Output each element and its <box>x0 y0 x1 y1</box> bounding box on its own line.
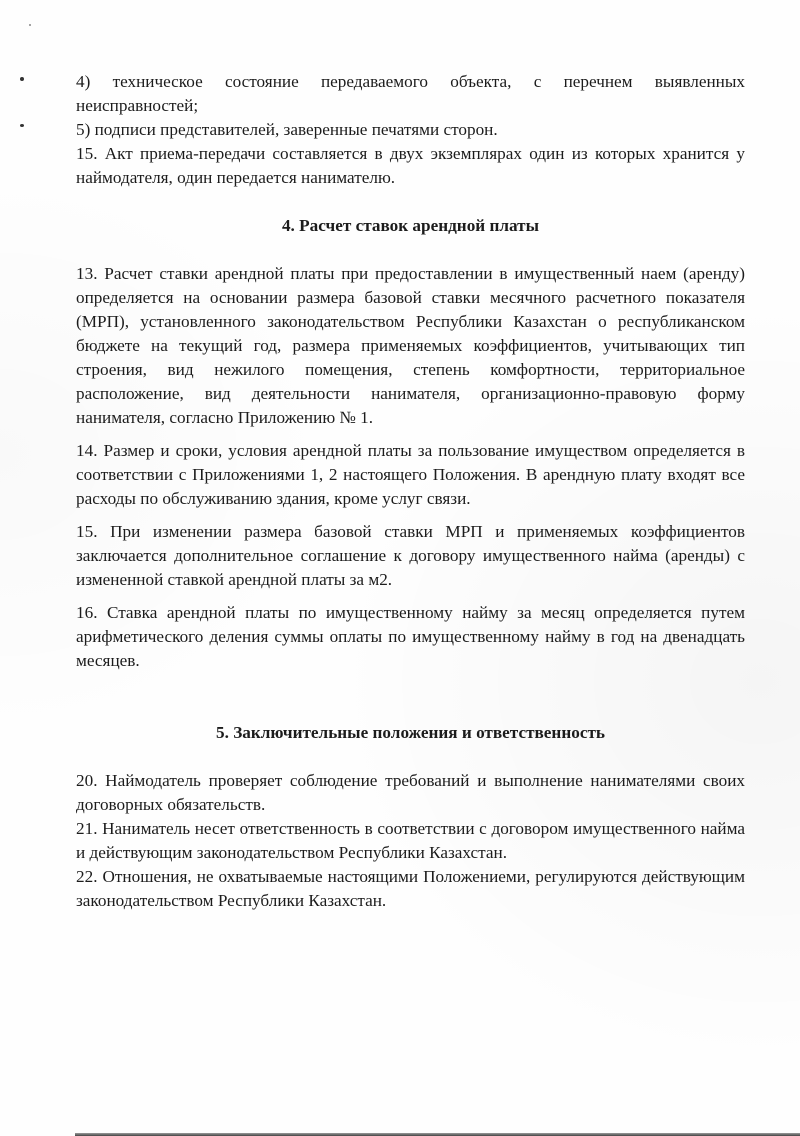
clause-21: 21. Наниматель несет ответственность в соответствии с договором имущественного найма и действующим законодательством Республики Казахстан. <box>76 819 745 862</box>
document-body <box>76 70 745 913</box>
clause-15-act: 15. Акт приема-передачи составляется в двух экземплярах один из которых хранится у наймодателя, один передается нанимателю. <box>76 144 745 187</box>
margin-speck <box>29 24 31 26</box>
section-5-heading: 5. Заключительные положения и ответственность <box>216 723 605 742</box>
margin-speck <box>20 77 24 81</box>
clause-13: 13. Расчет ставки арендной платы при предоставлении в имущественный наем (аренду) определяется на основании размера базовой ставки месячного расчетного показателя (МРП), установленного законодательством Республики Казахстан о республиканском бюджете на текущий год, размера применяемых коэффициентов, учитывающих тип строения, вид нежилого помещения, степень комфортности, территориальное расположение, вид деятельности нанимателя, организационно-правовую форму нанимателя, согласно Приложению № 1. <box>76 264 745 427</box>
margin-speck <box>20 124 24 127</box>
clause-22: 22. Отношения, не охватываемые настоящими Положениеми, регулируются действующим законодательством Республики Казахстан. <box>76 867 745 910</box>
list-item-technical-condition: 4) техническое состояние передаваемого объекта, с перечнем выявленных неисправностей; <box>76 72 745 115</box>
clause-16: 16. Ставка арендной платы по имущественному найму за месяц определяется путем арифметического деления суммы оплаты по имущественному найму в год на двенадцать месяцев. <box>76 603 745 670</box>
section-4-heading: 4. Расчет ставок арендной платы <box>281 216 540 235</box>
clause-20: 20. Наймодатель проверяет соблюдение требований и выполнение нанимателями своих договорных обязательств. <box>76 771 745 814</box>
list-item-signatures: 5) подписи представителей, заверенные печатями сторон. <box>76 120 498 139</box>
clause-14: 14. Размер и сроки, условия арендной платы за пользование имуществом определяется в соответствии с Приложениями 1, 2 настоящего Положения. В арендную плату входят все расходы по обслуживанию здания, кроме услуг связи. <box>76 441 745 508</box>
clause-15: 15. При изменении размера базовой ставки МРП и применяемых коэффициентов заключается дополнительное соглашение к договору имущественного найма (аренды) с измененной ставкой арендной платы за м2. <box>76 522 745 589</box>
